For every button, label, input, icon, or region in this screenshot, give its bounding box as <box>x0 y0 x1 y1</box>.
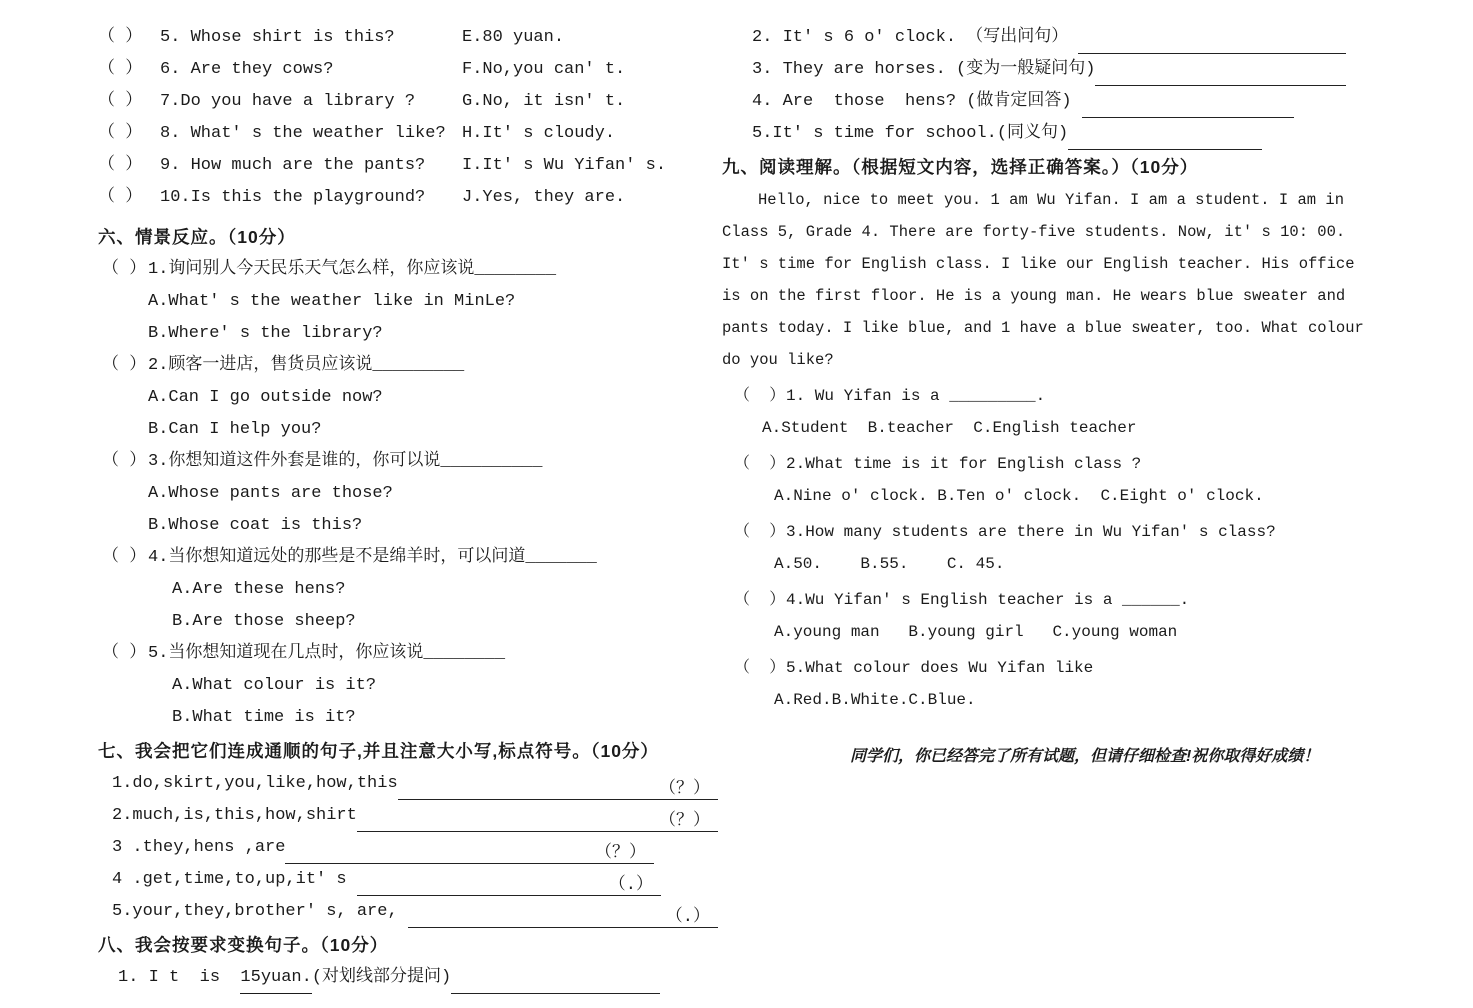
answer-paren: （ ） <box>102 644 147 663</box>
word-list: 1.do,skirt,you,like,how,this <box>112 774 398 793</box>
answer-blank <box>1078 28 1346 54</box>
answer-blank <box>1082 92 1294 118</box>
transform-item <box>98 962 718 994</box>
question-options: A.Nine o' clock. B.Ten o' clock. C.Eight o' clock. <box>774 487 1264 505</box>
question-options: A.Red.B.White.C.Blue. <box>774 691 976 709</box>
word-list: 5.your,they,brother' s, are, <box>112 902 408 921</box>
word-list: 3 .they,hens ,are <box>112 838 286 857</box>
answer-paren: （ ） <box>734 387 786 405</box>
question-stem: 2.What time is it for English class ? <box>786 455 1142 473</box>
matching-answer: J.Yes, they are. <box>462 188 626 207</box>
option-b: B.Whose coat is this? <box>148 516 363 535</box>
comprehension-question <box>722 448 1346 512</box>
answer-blank <box>408 902 718 928</box>
question-options: A.young man B.young girl C.young woman <box>774 623 1178 641</box>
answer-blank <box>451 968 660 994</box>
matching-question: 10.Is this the playground? <box>160 188 426 207</box>
question-stem: （ ） 2.顾客一进店，售货员应该说_________ <box>98 350 718 382</box>
end-punctuation: （？） <box>659 780 710 799</box>
word-list: 4 .get,time,to,up,it' s <box>112 870 357 889</box>
answer-paren: （ ） <box>734 523 786 541</box>
matching-answer: H.It' s cloudy. <box>462 124 616 143</box>
option-b: B.Where' s the library? <box>148 324 383 343</box>
option-b: B.What time is it? <box>172 708 356 727</box>
answer-paren: （ ） <box>98 60 143 79</box>
passage-line: do you like? <box>722 351 834 369</box>
instruction: (对划线部分提问) <box>311 968 452 987</box>
comprehension-question <box>722 652 1346 716</box>
answer-paren: （ ） <box>102 452 147 471</box>
option-b: B.Can I help you? <box>148 420 322 439</box>
sentence-text: 4. Are those hens? (做肯定回答) <box>752 92 1082 111</box>
answer-blank <box>1095 60 1346 86</box>
left-column <box>98 22 718 994</box>
right-column <box>722 22 1364 768</box>
section-eight-title: 八、我会按要求变换句子。（10分） <box>98 935 389 955</box>
answer-blank <box>357 870 661 896</box>
sentence-text: 5.It' s time for school.(同义句) <box>752 124 1069 143</box>
sentence-prefix: 1. I t is <box>118 968 241 987</box>
matching-question: 9. How much are the pants? <box>160 156 426 175</box>
transform-item <box>722 118 1346 150</box>
passage-line: Class 5, Grade 4. There are forty-five students. Now, it' s 10: 00. <box>722 223 1346 241</box>
rearrange-item <box>98 800 718 832</box>
option-a: A.Can I go outside now? <box>148 388 383 407</box>
sentence-text: 2. It' s 6 o' clock. （写出问句） <box>752 28 1079 47</box>
section-six-title: 六、情景反应。（10分） <box>98 227 296 247</box>
rearrange-item <box>98 864 718 896</box>
passage-line: is on the first floor. He is a young man. He wears blue sweater and <box>722 287 1346 305</box>
answer-blank <box>285 838 654 864</box>
option-b: B.Are those sheep? <box>172 612 356 631</box>
passage-line: Hello, nice to meet you. 1 am Wu Yifan. I am a student. I am in <box>758 191 1344 209</box>
reading-passage <box>722 184 1364 376</box>
question-stem: 5.What colour does Wu Yifan like <box>786 659 1094 677</box>
underlined-part: 15yuan. <box>240 962 311 994</box>
transform-item <box>722 54 1346 86</box>
matching-question: 6. Are they cows? <box>160 60 334 79</box>
comprehension-question <box>722 380 1346 444</box>
matching-row <box>98 86 718 118</box>
question-stem: （ ） 5.当你想知道现在几点时，你应该说________ <box>98 638 718 670</box>
section-nine-title: 九、阅读理解。（根据短文内容，选择正确答案。）（10分） <box>722 157 1199 177</box>
matching-answer: F.No,you can' t. <box>462 60 626 79</box>
comprehension-question <box>722 584 1346 648</box>
matching-row <box>98 118 718 150</box>
answer-blank <box>1068 124 1262 150</box>
answer-paren: （ ） <box>98 188 143 207</box>
end-punctuation: （？） <box>595 844 646 863</box>
matching-row <box>98 54 718 86</box>
option-a: A.Whose pants are those? <box>148 484 393 503</box>
comprehension-question <box>722 516 1346 580</box>
sentence-text: 3. They are horses. (变为一般疑问句) <box>752 60 1096 79</box>
matching-answer: E.80 yuan. <box>462 28 565 47</box>
matching-row <box>98 150 718 182</box>
option-a: A.What colour is it? <box>172 676 377 695</box>
answer-paren: （ ） <box>98 28 143 47</box>
closing-message: 同学们，你已经答完了所有试题，但请仔细检查!祝你取得好成绩！ <box>850 748 1320 765</box>
end-punctuation: （.） <box>665 908 710 927</box>
matching-question: 5. Whose shirt is this? <box>160 28 395 47</box>
answer-paren: （ ） <box>98 124 143 143</box>
question-stem: （ ） 1.询问别人今天民乐天气怎么样，你应该说________ <box>98 254 718 286</box>
answer-paren: （ ） <box>734 659 786 677</box>
transform-item <box>722 86 1346 118</box>
option-a: A.Are these hens? <box>172 580 346 599</box>
passage-line: pants today. I like blue, and 1 have a blue sweater, too. What colour <box>722 319 1364 337</box>
answer-paren: （ ） <box>734 591 786 609</box>
word-list: 2.much,is,this,how,shirt <box>112 806 357 825</box>
answer-paren: （ ） <box>102 548 147 567</box>
question-stem: （ ） 3.你想知道这件外套是谁的，你可以说__________ <box>98 446 718 478</box>
question-options: A.50. B.55. C. 45. <box>774 555 1005 573</box>
rearrange-item <box>98 896 718 928</box>
rearrange-item <box>98 832 718 864</box>
question-stem: 1. Wu Yifan is a _________. <box>786 387 1046 405</box>
question-options: A.Student B.teacher C.English teacher <box>762 419 1137 437</box>
answer-paren: （ ） <box>734 455 786 473</box>
question-stem: 3.How many students are there in Wu Yifan' s class? <box>786 523 1276 541</box>
end-punctuation: （？） <box>659 812 710 831</box>
answer-paren: （ ） <box>102 260 147 279</box>
question-stem: （ ） 4.当你想知道远处的那些是不是绵羊时，可以问道_______ <box>98 542 718 574</box>
matching-row <box>98 22 718 54</box>
passage-line: It' s time for English class. I like our English teacher. His office <box>722 255 1355 273</box>
transform-item <box>722 22 1346 54</box>
end-punctuation: （.） <box>608 876 653 895</box>
matching-answer: I.It' s Wu Yifan' s. <box>462 156 667 175</box>
option-a: A.What' s the weather like in MinLe? <box>148 292 516 311</box>
section-seven-title: 七、我会把它们连成通顺的句子,并且注意大小写,标点符号。（10分） <box>98 741 659 761</box>
answer-blank <box>398 774 718 800</box>
answer-paren: （ ） <box>98 156 143 175</box>
answer-paren: （ ） <box>102 356 147 375</box>
matching-answer: G.No, it isn' t. <box>462 92 626 111</box>
question-stem: 4.Wu Yifan' s English teacher is a ______. <box>786 591 1190 609</box>
matching-row <box>98 182 718 214</box>
rearrange-item <box>98 768 718 800</box>
matching-question: 8. What' s the weather like? <box>160 124 446 143</box>
answer-blank <box>357 806 718 832</box>
matching-question: 7.Do you have a library ? <box>160 92 416 111</box>
answer-paren: （ ） <box>98 92 143 111</box>
